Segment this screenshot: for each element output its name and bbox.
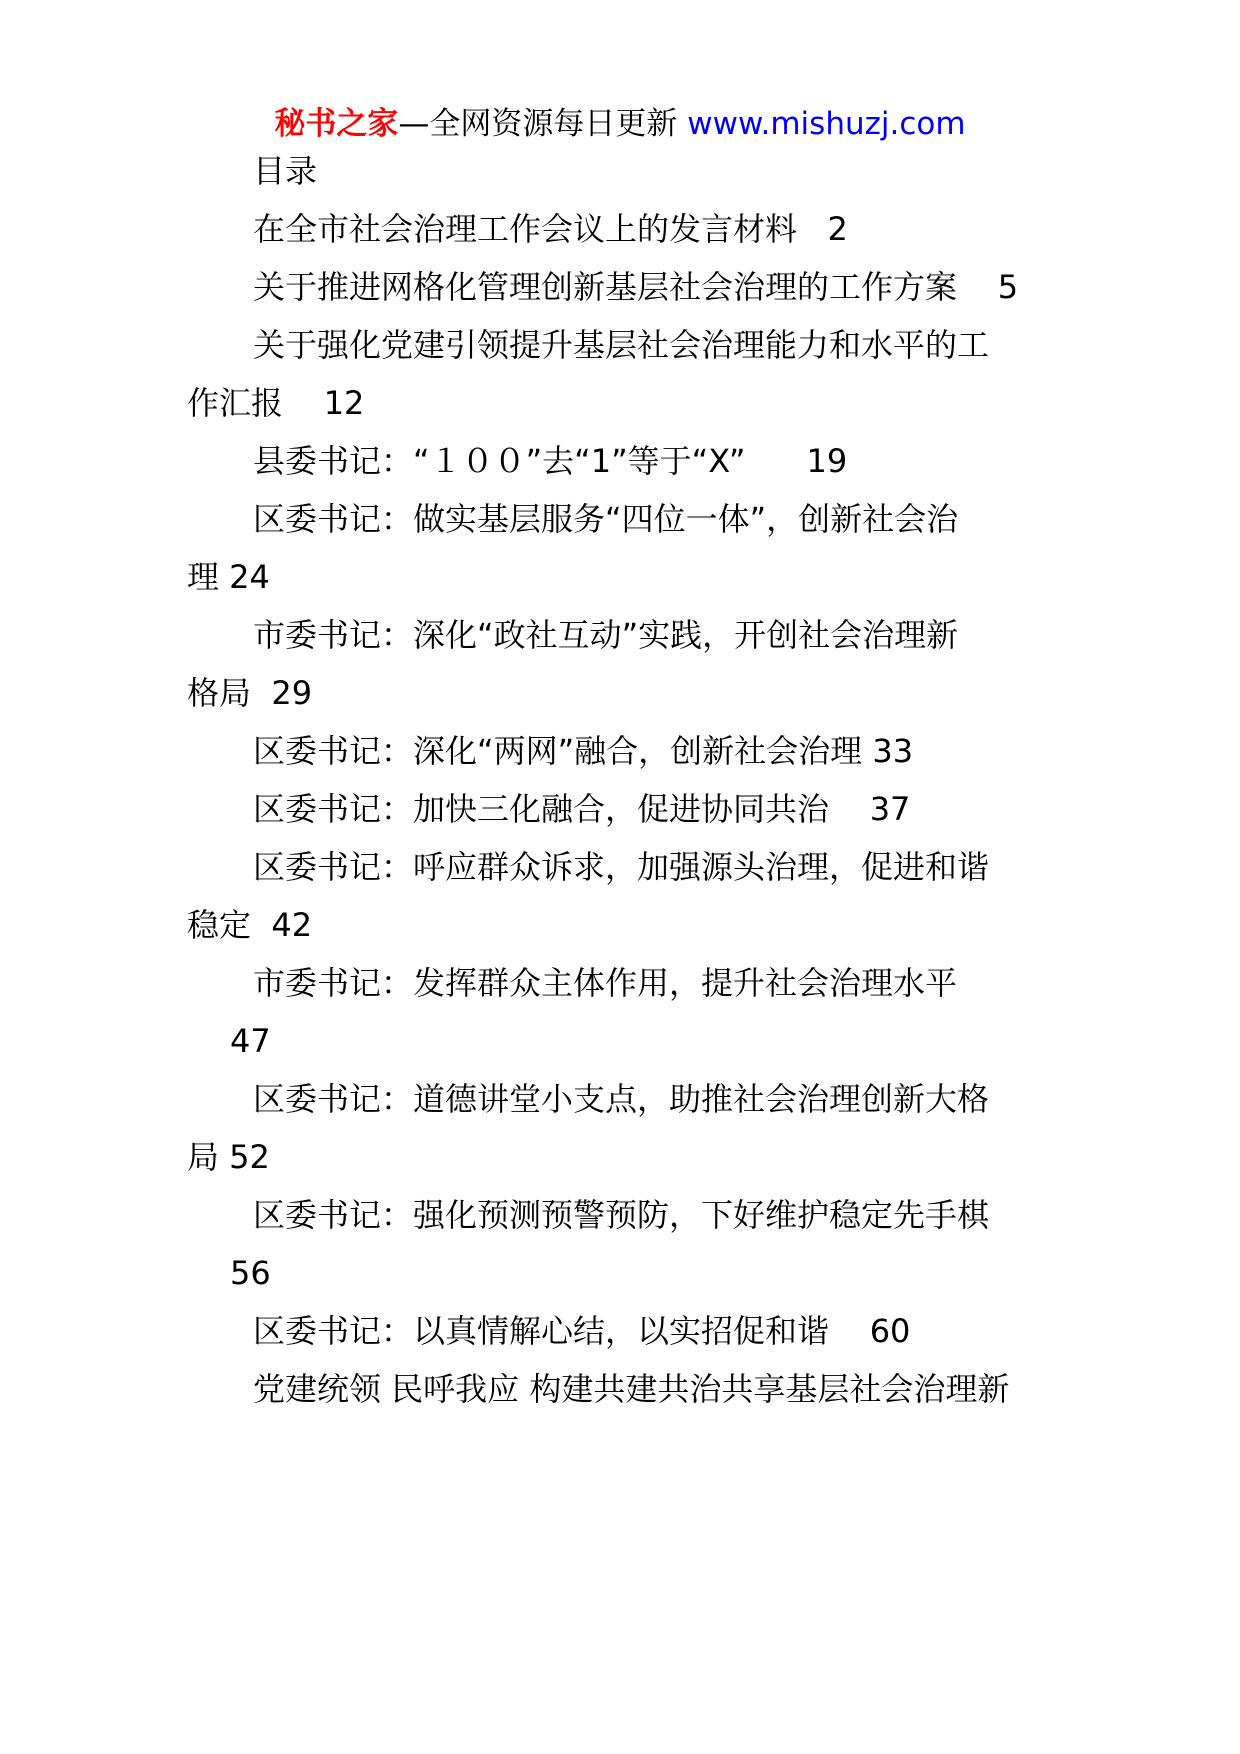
toc-entry[interactable]: 区委书记：强化预测预警预防，下好维护稳定先手棋: [253, 1196, 990, 1234]
toc-entry[interactable]: 区委书记：呼应群众诉求，加强源头治理，促进和谐: [253, 848, 990, 886]
toc-entry[interactable]: 在全市社会治理工作会议上的发言材料 2: [253, 210, 848, 248]
toc-entry-continuation[interactable]: 56: [230, 1254, 271, 1292]
toc-entry[interactable]: 关于强化党建引领提升基层社会治理能力和水平的工: [253, 326, 990, 364]
toc-entry[interactable]: 市委书记：深化“政社互动”实践，开创社会治理新: [253, 616, 959, 654]
toc-entry-continuation[interactable]: 稳定 42: [187, 906, 313, 944]
toc-entry-continuation[interactable]: 局 52: [187, 1138, 270, 1176]
toc-entry[interactable]: 关于推进网格化管理创新基层社会治理的工作方案 5: [253, 268, 1019, 306]
toc-entry[interactable]: 区委书记：加快三化融合，促进协同共治 37: [253, 790, 911, 828]
site-url-link[interactable]: www.mishuzj.com: [687, 106, 966, 142]
toc-title: 目录: [253, 152, 318, 190]
toc-entry[interactable]: 县委书记：“１００”去“1”等于“X” 19: [253, 442, 848, 480]
toc-entry[interactable]: 区委书记：以真情解心结，以实招促和谐 60: [253, 1312, 911, 1350]
toc-entry-continuation[interactable]: 作汇报 12: [187, 384, 365, 422]
site-header: [0, 104, 1240, 144]
toc-entry-continuation[interactable]: 理 24: [187, 558, 270, 596]
brand-name: 秘书之家: [274, 106, 399, 142]
toc-entry[interactable]: 区委书记：道德讲堂小支点，助推社会治理创新大格: [253, 1080, 990, 1118]
toc-entry-continuation[interactable]: 47: [230, 1022, 271, 1060]
toc-entry[interactable]: 党建统领 民呼我应 构建共建共治共享基层社会治理新: [253, 1370, 1010, 1408]
toc-entry[interactable]: 市委书记：发挥群众主体作用，提升社会治理水平: [253, 964, 958, 1002]
toc-entry[interactable]: 区委书记：做实基层服务“四位一体”，创新社会治: [253, 500, 959, 538]
header-slogan: —全网资源每日更新: [398, 106, 688, 142]
toc-entry[interactable]: 区委书记：深化“两网”融合，创新社会治理 33: [253, 732, 914, 770]
toc-entry-continuation[interactable]: 格局 29: [187, 674, 313, 712]
